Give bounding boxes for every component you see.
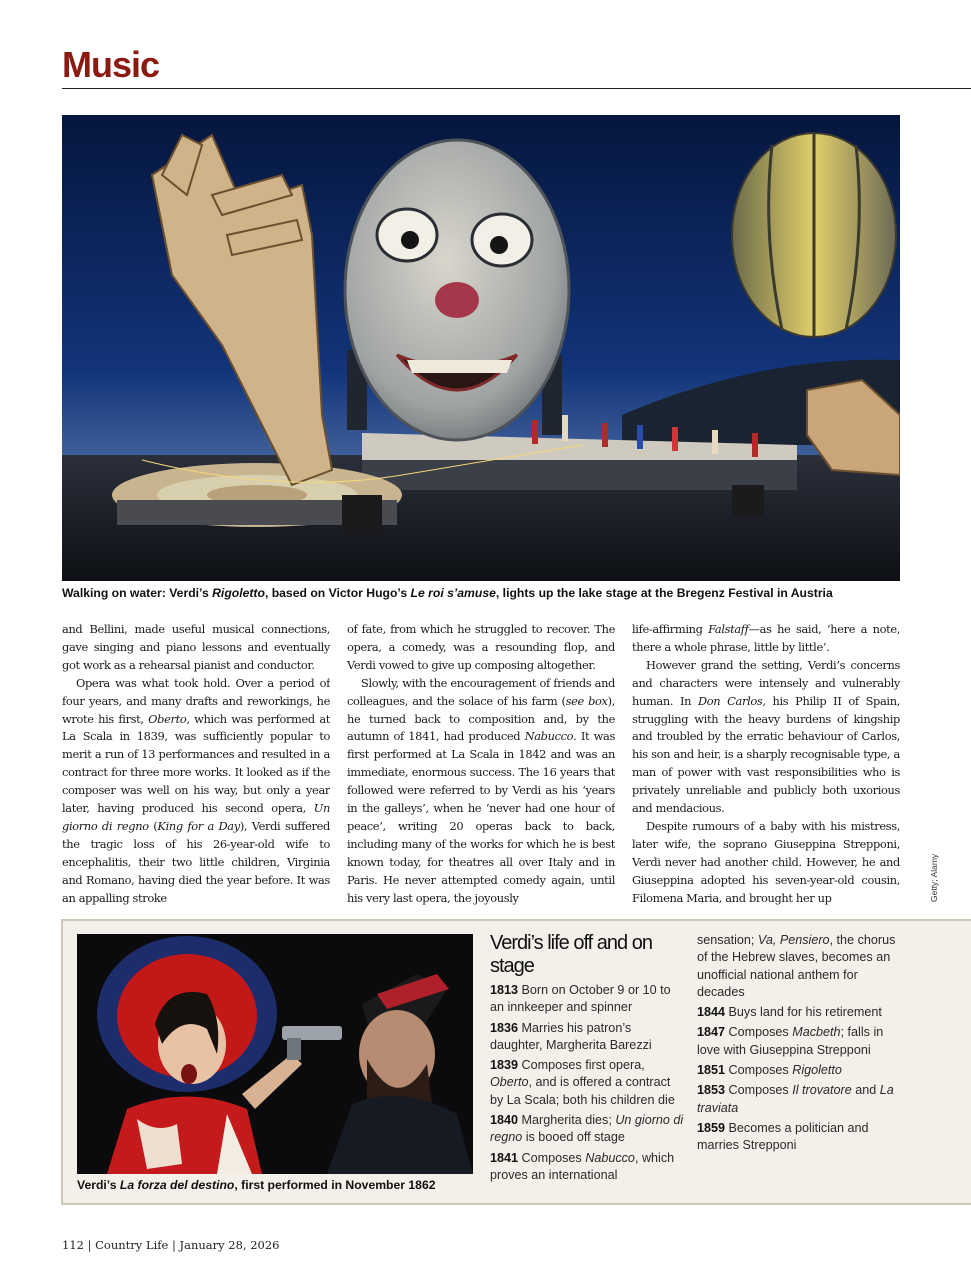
text-run: , which was performed at La Scala in 1839, was sufficiently popular to merit a run of 13 performances and resulted in a contract for three more works. It looked as if the composer was well on his way, but only a year later, having produced his second opera, [62, 711, 330, 816]
timeline-text: Composes first opera, [518, 1058, 645, 1073]
timeline-opera-title: Il trovatore [792, 1083, 852, 1098]
text-run: ), he turned back to composition and, by the autumn of 1841, had produced [347, 693, 615, 744]
timeline-year: 1853 [697, 1083, 726, 1098]
timeline-year: 1851 [697, 1063, 726, 1078]
timeline-column-2 [697, 932, 897, 1158]
paragraph: Despite rumours of a baby with his mistress, later wife, the soprano Giuseppina Strepponi, Verdi never had another child. However, he and Giuseppina adopted his seven-year-old cousin, Filomena Maria, and brought her up [632, 818, 900, 905]
timeline-text: Composes [725, 1083, 793, 1098]
timeline-opera-title: Rigoletto [792, 1063, 842, 1078]
text-run: , his Philip II of Spain, struggling with the heavy burdens of kingship and troubled by the erratic behaviour of Carlos, his son and heir, is a sharply recognisable type, a man of power with vast responsibilities who is privately unreliable and publicly both uxorious and mendacious. [632, 693, 900, 816]
text-run: ( [148, 818, 158, 833]
timeline-year: 1844 [697, 1005, 726, 1020]
timeline-text: Composes [725, 1025, 793, 1040]
paragraph [347, 675, 615, 908]
timeline-entry [490, 1150, 685, 1185]
timeline-chorus-title: Va, Pensiero [757, 933, 830, 947]
timeline-column-1 [490, 982, 685, 1187]
timeline-opera-title: Nabucco [585, 1150, 635, 1165]
hero-caption-text: , based on Victor Hugo’s [264, 586, 411, 600]
hero-photo [62, 115, 900, 581]
timeline-entry [490, 1020, 685, 1055]
hero-caption-text: , lights up the lake stage at the Bregenz Festival in Austria [495, 586, 833, 600]
opera-title: Don Carlos [698, 693, 763, 708]
timeline-opera-title: La traviata [697, 1083, 894, 1115]
see-box-reference: see box [565, 693, 608, 708]
opera-title: Oberto [148, 711, 187, 726]
timeline-text: Buys land for his retirement [725, 1005, 882, 1020]
paragraph [632, 657, 900, 818]
page-footer: 112 | Country Life | January 28, 2026 [62, 1238, 280, 1252]
timeline-opera-title: Macbeth [792, 1025, 841, 1040]
opera-title: Un giorno di regno [62, 801, 330, 833]
rigoletto-stage-illustration [62, 115, 900, 581]
timeline-entry [490, 1112, 685, 1147]
timeline-entry [490, 982, 685, 1017]
text-run: ), Verdi suffered the tragic loss of his 26-year-old wife to encephalitis, their two little children, Virginia and Romano, having died the year before. It was an appalling stroke [62, 818, 330, 905]
text-run: —as he said, ‘here a note, there a whole phrase, little by little’. [632, 622, 900, 654]
header-rule [62, 88, 971, 89]
timeline-entry [697, 1082, 897, 1117]
timeline-text: Born on October 9 or 10 to an innkeeper and spinner [490, 983, 671, 1015]
caption-text: , first performed in November 1862 [234, 1178, 436, 1192]
timeline-text: Marries his patron’s daughter, Margherita Barezzi [490, 1020, 652, 1052]
photo-credit: Getty; Alamy [929, 853, 939, 902]
timeline-text: Composes [725, 1063, 793, 1078]
opera-title: King for a Day [157, 818, 240, 833]
paragraph: of fate, from which he struggled to recover. The opera, a comedy, was a resounding flop, and Verdi vowed to give up composing altogether. [347, 622, 615, 672]
hero-caption-title-rigoletto: Rigoletto [212, 586, 265, 600]
text-run: life-affirming [632, 622, 709, 636]
text-run: However grand the setting, Verdi’s concerns and characters were intensely and vulnerably human. In [632, 657, 900, 708]
timeline-year: 1836 [490, 1020, 519, 1035]
paragraph: and Bellini, made useful musical connections, gave singing and piano lessons and eventually got work as a rehearsal pianist and conductor. [62, 622, 330, 672]
timeline-text: , the chorus of the Hebrew slaves, becomes an unofficial national anthem for decades [697, 933, 896, 999]
timeline-text: Margherita dies; [518, 1113, 616, 1128]
timeline-text: , which proves an international [490, 1150, 675, 1182]
timeline-entry [490, 1057, 685, 1109]
timeline-year: 1859 [697, 1120, 726, 1135]
timeline-text: Becomes a politician and marries Strepponi [697, 1120, 869, 1153]
sidebar-box [61, 919, 971, 1205]
article-column-3 [632, 621, 900, 909]
timeline-entry [697, 1024, 897, 1059]
timeline-text: sensation; [697, 933, 758, 947]
text-run: . It was first performed at La Scala in 1842 and was an immediate, enormous success. The 16 years that followed were referred to by Verdi as his ‘years in the galleys’, when he ‘never had one hour of peace’, writing 20 operas back to back, including many of the works for which he is best known today, for theatres all over Italy and in Paris. He never attempted comedy again, until his very last opera, the joyously [347, 729, 615, 905]
text-run: Slowly, with the encouragement of friends and colleagues, and the solace of his farm ( [347, 675, 615, 708]
opera-title: Falstaff [708, 622, 749, 636]
opera-title: Nabucco [524, 729, 574, 744]
section-title: Music [62, 44, 160, 85]
caption-opera-title: La forza del destino [119, 1178, 235, 1192]
paragraph [62, 675, 330, 908]
hero-caption-title-le-roi: Le roi s’amuse [410, 586, 496, 600]
caption-text: Verdi’s [77, 1178, 120, 1192]
hero-caption [62, 586, 902, 600]
timeline-title: Verdi’s life off and on stage [490, 932, 652, 977]
paragraph [632, 621, 900, 657]
timeline-text: is booed off stage [522, 1130, 625, 1145]
article-column-2 [347, 621, 615, 909]
timeline-text: Composes [518, 1150, 586, 1165]
timeline-entry [697, 1004, 897, 1021]
forza-photo [77, 934, 473, 1174]
article-column-1 [62, 621, 330, 909]
timeline-year: 1839 [490, 1058, 519, 1073]
timeline-opera-title: Oberto [490, 1075, 529, 1090]
forza-caption [77, 1178, 487, 1192]
timeline-opera-title: Un giorno di regno [490, 1113, 684, 1145]
timeline-text: and [851, 1083, 880, 1098]
text-run: Opera was what took hold. Over a period of four years, and many drafts and reworkings, he wrote his first, [62, 675, 330, 726]
forza-del-destino-illustration [77, 934, 473, 1174]
hero-caption-text: Walking on water: Verdi’s [62, 586, 213, 600]
timeline-entry [697, 1062, 897, 1079]
timeline-entry [697, 1120, 897, 1155]
timeline-text: , and is offered a contract by La Scala; both his children die [490, 1075, 675, 1107]
timeline-year: 1847 [697, 1025, 726, 1040]
timeline-entry [697, 932, 897, 1001]
timeline-year: 1813 [490, 983, 519, 997]
timeline-year: 1840 [490, 1113, 519, 1128]
timeline-year: 1841 [490, 1150, 519, 1165]
timeline-text: ; falls in love with Giuseppina Strepponi [697, 1025, 884, 1057]
